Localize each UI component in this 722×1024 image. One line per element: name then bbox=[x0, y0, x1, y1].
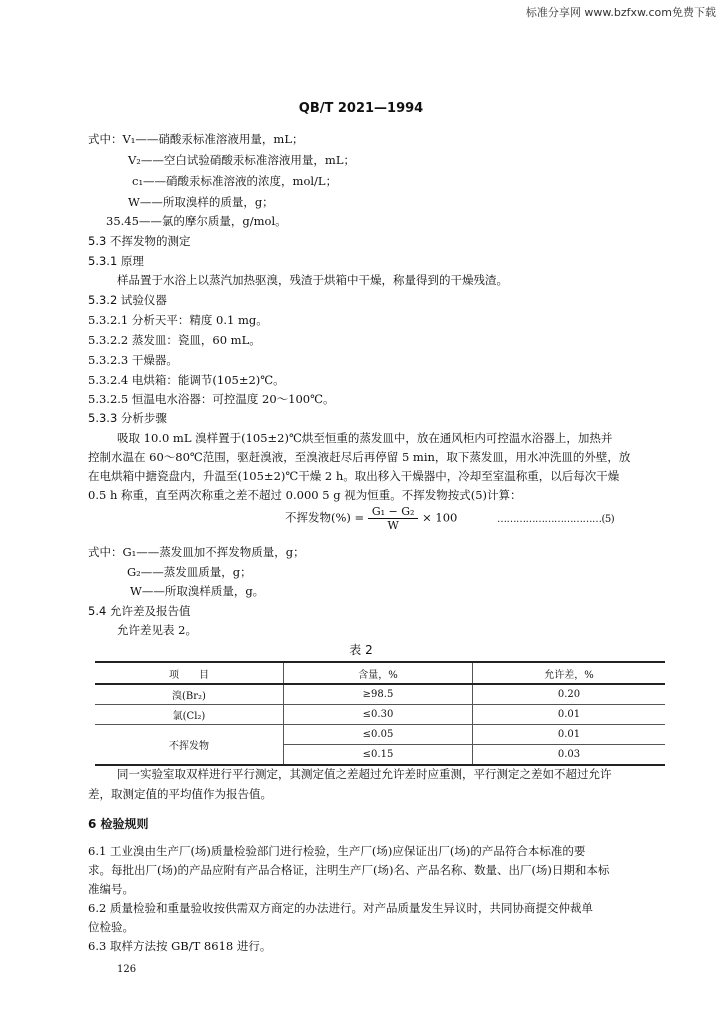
table-cell: 0.20 bbox=[473, 684, 666, 705]
table-cell: 0.01 bbox=[473, 725, 666, 745]
watermark: 标准分享网 www.bzfxw.com免费下载 bbox=[525, 6, 716, 19]
formula-number: ……………………………(5) bbox=[497, 514, 615, 525]
table-header-content: 含量，% bbox=[284, 662, 473, 684]
section-6: 6 检验规则 bbox=[88, 817, 149, 831]
table-header-item: 项 目 bbox=[95, 662, 284, 684]
var2-g1: 式中：G₁——蒸发皿加不挥发物质量，g； bbox=[88, 545, 305, 559]
formula-rhs: × 100 bbox=[422, 510, 458, 525]
table-header-allowance: 允许差，% bbox=[473, 662, 666, 684]
para-5-3-3-line2: 控制水温在 60～80℃范围，驱赶溴液，至溴液赶尽后再停留 5 min，取下蒸发皿，用水冲洗皿的外壁，放 bbox=[88, 450, 631, 464]
table-cell: 氯(Cl₂) bbox=[95, 705, 284, 725]
formula-lhs: 不挥发物(%) = bbox=[285, 510, 368, 525]
table-row bbox=[95, 705, 665, 725]
section-5-3-2: 5.3.2 试验仪器 bbox=[88, 293, 167, 307]
para-after-table-line2: 差，取测定值的平均值作为报告值。 bbox=[88, 787, 272, 801]
var2-w: W——所取溴样质量，g。 bbox=[130, 584, 265, 598]
para-5-3-3-line3: 在电烘箱中搪瓷盘内，升温至(105±2)℃干燥 2 h。取出移入干燥器中，冷却至室温称重，以后每次干燥 bbox=[88, 469, 620, 483]
table-row bbox=[95, 725, 665, 745]
table-cell: 不挥发物 bbox=[95, 725, 284, 766]
var-def-v1: 式中：V₁——硝酸汞标准溶液用量，mL； bbox=[88, 132, 304, 146]
var-def-c1: c₁——硝酸汞标准溶液的浓度，mol/L； bbox=[132, 174, 338, 188]
page-header: QB/T 2021—1994 bbox=[298, 101, 424, 116]
var-def-w: W——所取溴样的质量，g； bbox=[128, 195, 274, 209]
item-5-3-2-3: 5.3.2.3 干燥器。 bbox=[88, 353, 178, 367]
item-5-3-2-4: 5.3.2.4 电烘箱：能调节(105±2)℃。 bbox=[88, 373, 285, 387]
allowance-table bbox=[95, 661, 665, 766]
section-5-3-1: 5.3.1 原理 bbox=[88, 254, 144, 268]
formula-denominator: W bbox=[387, 519, 399, 532]
para-6-2-line2: 位检验。 bbox=[88, 920, 134, 934]
para-6-3: 6.3 取样方法按 GB/T 8618 进行。 bbox=[88, 939, 272, 953]
section-5-4: 5.4 允许差及报告值 bbox=[88, 604, 191, 618]
para-5-3-3-line4: 0.5 h 称重，直至两次称重之差不超过 0.000 5 g 视为恒重。不挥发物按式(5)计算： bbox=[88, 488, 522, 502]
var-def-v2: V₂——空白试验硝酸汞标准溶液用量，mL； bbox=[128, 153, 355, 167]
table-cell: ≤0.05 bbox=[284, 725, 473, 745]
table-cell: 溴(Br₂) bbox=[95, 684, 284, 705]
page-number: 126 bbox=[117, 964, 137, 975]
para-6-2-line1: 6.2 质量检验和重量验收按供需双方商定的办法进行。对产品质量发生异议时，共同协商提交仲裁单 bbox=[88, 901, 593, 915]
table-cell: ≥98.5 bbox=[284, 684, 473, 705]
para-6-1-line3: 准编号。 bbox=[88, 882, 134, 896]
item-5-3-2-5: 5.3.2.5 恒温电水浴器：可控温度 20～100℃。 bbox=[88, 392, 335, 406]
para-5-4: 允许差见表 2。 bbox=[117, 623, 197, 637]
section-5-3-3: 5.3.3 分析步骤 bbox=[88, 411, 167, 425]
table-cell: 0.01 bbox=[473, 705, 666, 725]
item-5-3-2-2: 5.3.2.2 蒸发皿：瓷皿，60 mL。 bbox=[88, 333, 261, 347]
para-6-1-line2: 求。每批出厂(场)的产品应附有产品合格证，注明生产厂(场)名、产品名称、数量、出厂(场)日期和本标 bbox=[88, 863, 610, 877]
table-cell: ≤0.30 bbox=[284, 705, 473, 725]
para-6-1-line1: 6.1 工业溴由生产厂(场)质量检验部门进行检验，生产厂(场)应保证出厂(场)的产品符合本标准的要 bbox=[88, 844, 586, 858]
var2-g2: G₂——蒸发皿质量，g； bbox=[127, 565, 252, 579]
formula-fraction bbox=[368, 505, 419, 532]
formula-numerator: G₁ − G₂ bbox=[368, 505, 419, 519]
para-after-table-line1: 同一实验室取双样进行平行测定，其测定值之差超过允许差时应重测，平行测定之差如不超过允许 bbox=[117, 767, 612, 781]
section-5-3: 5.3 不挥发物的测定 bbox=[88, 234, 191, 248]
formula-5 bbox=[285, 505, 457, 532]
var-def-molar: 35.45——氯的摩尔质量，g/mol。 bbox=[106, 214, 287, 228]
table-row bbox=[95, 684, 665, 705]
table-cell: 0.03 bbox=[473, 745, 666, 766]
table-header-row bbox=[95, 662, 665, 684]
para-5-3-1: 样品置于水浴上以蒸汽加热驱溴，残渣于烘箱中干燥，称量得到的干燥残渣。 bbox=[117, 273, 508, 287]
item-5-3-2-1: 5.3.2.1 分析天平：精度 0.1 mg。 bbox=[88, 313, 268, 327]
para-5-3-3-line1: 吸取 10.0 mL 溴样置于(105±2)℃烘至恒重的蒸发皿中，放在通风柜内可控温水浴器上，加热并 bbox=[117, 431, 613, 445]
table-cell: ≤0.15 bbox=[284, 745, 473, 766]
table-caption: 表 2 bbox=[349, 643, 373, 657]
